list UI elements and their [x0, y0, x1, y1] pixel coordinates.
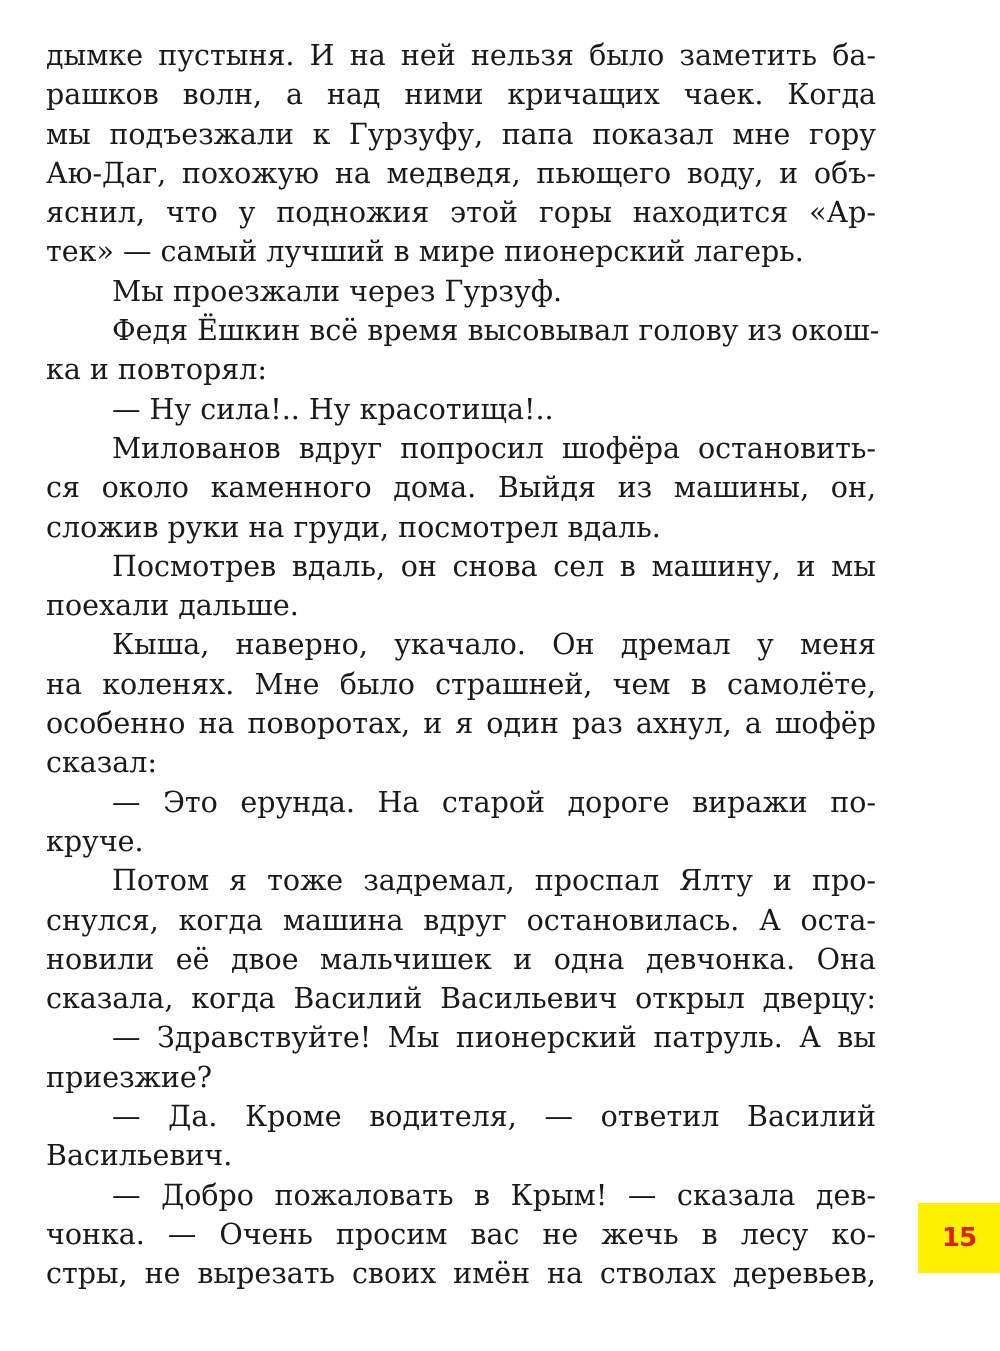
text-line: Милованов вдруг попросил шофёра остановить-	[112, 431, 876, 465]
text-line: мы подъезжали к Гурзуфу, папа показал мне гору	[46, 117, 876, 151]
text-line: ка и повторял:	[46, 353, 267, 387]
text-line: яснил, что у подножия этой горы находится «Ар-	[46, 196, 876, 230]
text-line: новили её двое мальчишек и одна девчонка. Она	[46, 942, 876, 976]
text-line: — Здравствуйте! Мы пионерский патруль. А вы	[112, 1021, 876, 1055]
text-line: — Да. Кроме водителя, — ответил Василий	[112, 1100, 876, 1134]
text-line: сказала, когда Василий Васильевич открыл дверцу:	[46, 982, 876, 1016]
text-line: сложив руки на груди, посмотрел вдаль.	[46, 510, 661, 544]
text-line: Федя Ёшкин всё время высовывал голову из окош-	[112, 314, 880, 348]
text-line: круче.	[46, 824, 144, 858]
text-line: Аю-Даг, похожую на медведя, пьющего воду, и объ-	[46, 156, 876, 190]
text-line: рашков волн, а над ними кричащих чаек. Когда	[46, 78, 876, 112]
text-line: — Это ерунда. На старой дороге виражи по-	[112, 785, 876, 819]
text-line: особенно на поворотах, и я один раз ахнул, а шофёр	[46, 707, 876, 741]
text-line: Потом я тоже задремал, проспал Ялту и про-	[112, 864, 876, 898]
text-line: приезжие?	[46, 1060, 213, 1094]
text-line: дымке пустыня. И на ней нельзя было заметить ба-	[46, 39, 876, 72]
page-number-badge: 15	[918, 1203, 1000, 1273]
text-line: поехали дальше.	[46, 589, 299, 623]
text-line: ся около каменного дома. Выйдя из машины, он,	[46, 471, 876, 505]
body-text	[46, 36, 880, 1294]
text-line: Посмотрев вдаль, он снова сел в машину, и мы	[112, 549, 876, 583]
text-line: снулся, когда машина вдруг остановилась. А оста-	[46, 903, 876, 937]
text-line: сказал:	[46, 746, 158, 780]
text-line: чонка. — Очень просим вас не жечь в лесу ко-	[46, 1217, 876, 1251]
text-line: стры, не вырезать своих имён на стволах деревьев,	[46, 1257, 876, 1291]
text-line: Кыша, наверно, укачало. Он дремал у меня	[112, 628, 876, 662]
text-line: Мы проезжали через Гурзуф.	[112, 274, 563, 308]
text-line: — Добро пожаловать в Крым! — сказала дев-	[112, 1178, 876, 1212]
text-line: Васильевич.	[46, 1139, 233, 1173]
text-line: на коленях. Мне было страшней, чем в самолёте,	[46, 667, 876, 701]
text-line: — Ну сила!.. Ну красотища!..	[112, 392, 554, 426]
text-line: тек» — самый лучший в мире пионерский лагерь.	[46, 235, 804, 269]
